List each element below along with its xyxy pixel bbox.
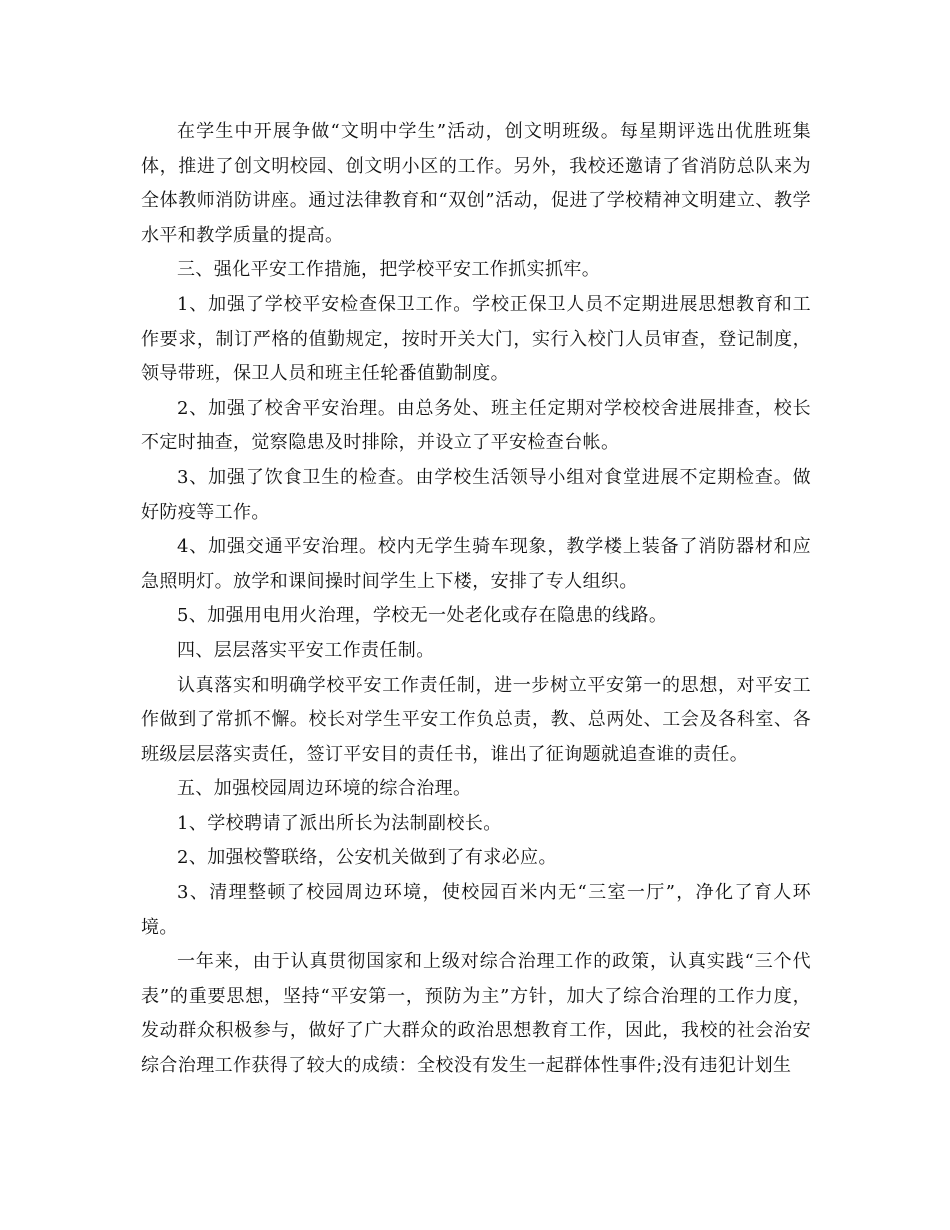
document-body — [141, 115, 811, 1084]
paragraph-electricity-fire: 5、加强用电用火治理，学校无一处老化或存在隐患的线路。 — [177, 605, 668, 627]
paragraph-security-inspection: 1、加强了学校平安检查保卫工作。学校正保卫人员不定期进展思想教育和工作要求，制订严格的值勤规定，按时开关大门，实行入校门人员审查，登记制度，领导带班，保卫人员和班主任轮番值勤制度。 — [141, 293, 811, 385]
paragraph-legal-vice-principal: 1、学校聘请了派出所长为法制副校长。 — [177, 812, 502, 834]
paragraph-surroundings-cleanup: 3、清理整顿了校园周边环境，使校园百米内无“三室一厅”，净化了育人环境。 — [141, 882, 811, 938]
heading-section-four: 四、层层落实平安工作责任制。 — [177, 639, 435, 661]
paragraph-year-summary: 一年来，由于认真贯彻国家和上级对综合治理工作的政策，认真实践“三个代表”的重要思想，坚持“平安第一，预防为主”方针，加大了综合治理的工作力度，发动群众积极参与，做好了广大群众的政治思想教育工作，因此，我校的社会治安综合治理工作获得了较大的成绩：全校没有发生一起群体性事件;没有违犯计划生 — [141, 951, 811, 1077]
paragraph-traffic-safety: 4、加强交通平安治理。校内无学生骑车现象，教学楼上装备了消防器材和应急照明灯。放学和课间操时间学生上下楼，安排了专人组织。 — [141, 536, 811, 592]
paragraph-police-liaison: 2、加强校警联络，公安机关做到了有求必应。 — [177, 847, 557, 869]
paragraph-food-hygiene: 3、加强了饮食卫生的检查。由学校生活领导小组对食堂进展不定期检查。做好防疫等工作。 — [141, 466, 811, 523]
paragraph-building-safety: 2、加强了校舍平安治理。由总务处、班主任定期对学校校舍进展排查，校长不定时抽查，觉察隐患及时排除，并设立了平安检查台帐。 — [141, 397, 811, 454]
heading-section-five: 五、加强校园周边环境的综合治理。 — [177, 778, 472, 800]
paragraph-responsibility-system: 认真落实和明确学校平安工作责任制，进一步树立平安第一的思想，对平安工作做到了常抓不懈。校长对学生平安工作负总责，教、总两处、工会及各科室、各班级层层落实责任，签订平安目的责任书，谁出了征询题就追查谁的责任。 — [141, 674, 811, 765]
paragraph-civilization-activities: 在学生中开展争做“文明中学生”活动，创文明班级。每星期评选出优胜班集体，推进了创文明校园、创文明小区的工作。另外，我校还邀请了省消防总队来为全体教师消防讲座。通过法律教育和“双创”活动，促进了学校精神文明建立、教学水平和教学质量的提高。 — [141, 121, 811, 246]
heading-section-three: 三、强化平安工作措施，把学校平安工作抓实抓牢。 — [177, 259, 601, 281]
